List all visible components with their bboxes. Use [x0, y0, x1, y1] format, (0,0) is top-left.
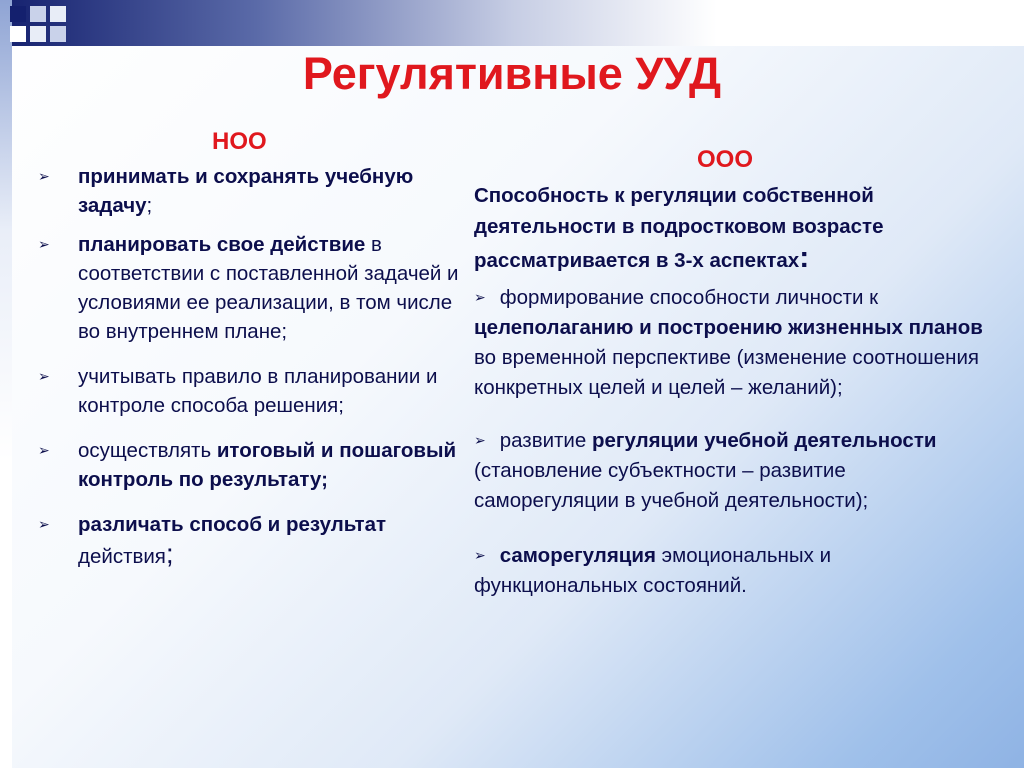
- list-item: [36, 162, 466, 220]
- list-item: [474, 540, 994, 601]
- arrow-bullet-icon: ➢: [474, 289, 486, 305]
- arrow-bullet-icon: ➢: [38, 236, 50, 252]
- left-column: [36, 162, 466, 571]
- item-text: осуществлять: [78, 439, 217, 462]
- list-item: [36, 362, 466, 420]
- arrow-bullet-icon: ➢: [38, 368, 50, 384]
- item-text: формирование способности личности к: [499, 286, 879, 309]
- deco-square: [50, 6, 66, 22]
- arrow-bullet-icon: ➢: [474, 432, 486, 448]
- arrow-bullet-icon: ➢: [38, 442, 50, 458]
- list-item: [36, 510, 466, 571]
- lead-colon: :: [799, 241, 810, 274]
- deco-square: [10, 6, 26, 22]
- item-text: эмоциональных и функциональных состояний.: [474, 544, 832, 597]
- list-item: [474, 425, 994, 516]
- item-text: в соответствии с поставленной задачей и условиями ее реализации, в том числе во внутреннем плане;: [78, 233, 459, 343]
- arrow-bullet-icon: ➢: [474, 547, 486, 563]
- item-bold-text: планировать свое действие: [78, 233, 366, 256]
- item-bold-text: регуляции учебной деятельности: [591, 429, 937, 452]
- item-text: ;: [146, 194, 153, 217]
- list-item: [36, 436, 466, 494]
- arrow-bullet-icon: ➢: [38, 168, 50, 184]
- item-text: развитие: [499, 429, 592, 452]
- item-tail: ;: [165, 538, 174, 569]
- deco-square: [30, 6, 46, 22]
- item-bold-text: принимать и сохранять учебную задачу: [78, 165, 414, 217]
- right-lead-paragraph: [474, 180, 994, 276]
- left-gradient-band: [0, 0, 12, 768]
- item-bold-text: целеполаганию и построению жизненных планов: [474, 316, 983, 339]
- left-column-heading: НОО: [212, 128, 267, 155]
- slide-title: Регулятивные УУД: [302, 48, 722, 99]
- list-item: [474, 282, 994, 403]
- item-bold-text: итоговый и пошаговый контроль по результату;: [78, 439, 457, 491]
- deco-square: [10, 26, 26, 42]
- item-text: действия: [78, 545, 166, 568]
- item-bold-text: различать способ и результат: [78, 513, 387, 536]
- arrow-bullet-icon: ➢: [38, 516, 50, 532]
- item-text: (становление субъектности – развитие саморегуляции в учебной деятельности);: [474, 459, 869, 512]
- lead-text: Способность к регуляции собственной деятельности в подростковом возрасте рассматривается в 3-х аспектах: [474, 184, 884, 272]
- item-text: учитывать правило в планировании и контроле способа решения;: [78, 365, 438, 417]
- header-gradient-band: [0, 0, 1024, 46]
- item-text: во временной перспективе (изменение соотношения конкретных целей и целей – желаний);: [474, 346, 980, 399]
- right-column-heading: ООО: [697, 146, 754, 173]
- right-column: [474, 180, 994, 601]
- list-item: [36, 230, 466, 346]
- deco-square: [50, 26, 66, 42]
- deco-square: [30, 26, 46, 42]
- item-bold-text: саморегуляция: [499, 544, 656, 567]
